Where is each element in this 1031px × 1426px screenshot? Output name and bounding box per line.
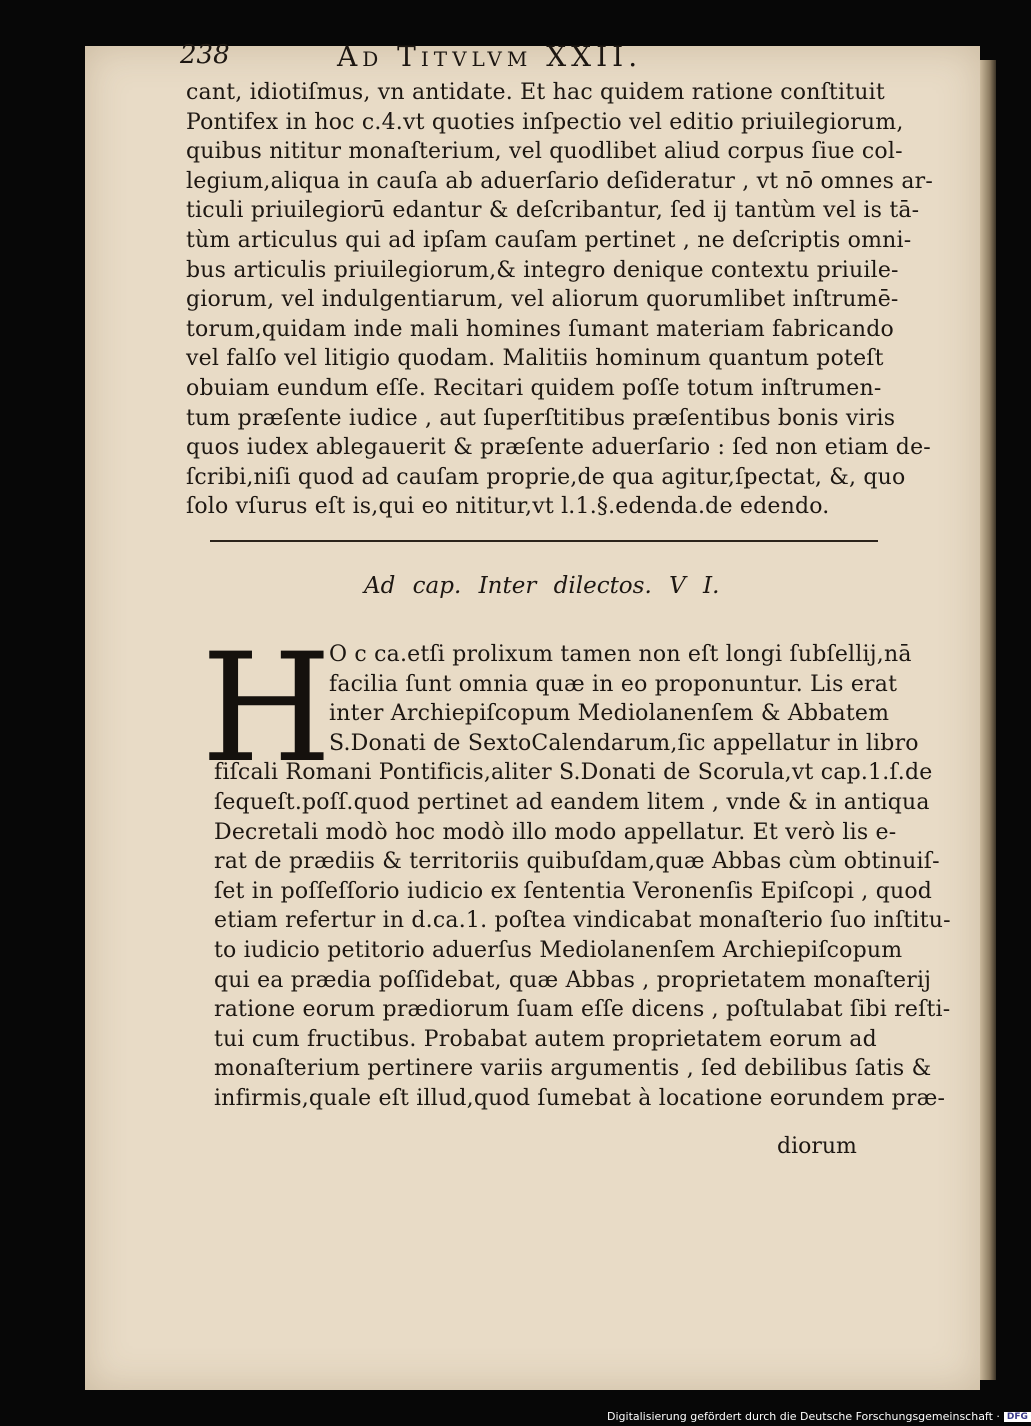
section-heading: Ad cap. Inter dilectos. V I. [364, 573, 720, 599]
text-line: ticuli priuilegiorū edantur & deſcribantur, ſed ij tantùm vel is tā- [186, 198, 920, 224]
text-line: giorum, vel indulgentiarum, vel aliorum quorumlibet inſtrumē- [186, 287, 899, 313]
text-line: legium,aliqua in cauſa ab aduerſario deſideratur , vt nō omnes ar- [186, 168, 933, 194]
text-line: bus articulis priuilegiorum,& integro denique contextu priuile- [186, 257, 899, 283]
text-line: infirmis,quale eſt illud,quod ſumebat à locatione eorundem præ- [214, 1085, 946, 1111]
text-line: facilia ſunt omnia quæ in eo proponuntur. Lis erat [329, 671, 898, 697]
running-title: Ad Titvlvm XXII. [337, 40, 643, 73]
text-line: ſet in poſſeſſorio iudicio ex ſententia Veronenſis Epiſcopi , quod [214, 878, 933, 904]
text-line: tui cum fructibus. Probabat autem proprietatem eorum ad [214, 1026, 877, 1052]
paragraph-main [214, 640, 951, 1114]
text-line: obuiam eundum eſſe. Recitari quidem poſſe totum inſtrumen- [186, 375, 882, 401]
text-line: tum præſente iudice , aut ſuperſtitibus præſentibus bonis viris [186, 405, 896, 431]
text-line: Decretali modò hoc modò illo modo appellatur. Et verò lis e- [214, 819, 897, 845]
text-line: ſolo vſurus eſt is,qui eo nititur,vt l.1.§.edenda.de edendo. [186, 494, 830, 520]
drop-cap: H [201, 622, 332, 796]
text-line: ſequeſt.poſſ.quod pertinet ad eandem litem , vnde & in antiqua [214, 789, 930, 815]
text-line: qui ea prædia poſſidebat, quæ Abbas , proprietatem monaſterij [214, 967, 932, 993]
digitization-footer [607, 1410, 1031, 1423]
text-line: quos iudex ablegauerit & præſente aduerſario : ſed non etiam de- [186, 435, 931, 461]
paragraph-top [186, 78, 933, 522]
page-number: 238 [180, 40, 230, 70]
catchword: diorum [777, 1134, 857, 1159]
text-line: fiſcali Romani Pontificis,aliter S.Donati de Scorula,vt cap.1.ſ.de [214, 760, 933, 786]
text-line: ratione eorum prædiorum ſuam eſſe dicens , poſtulabat ſibi reſti- [214, 997, 951, 1023]
text-line: vel falſo vel litigio quodam. Malitiis hominum quantum poteſt [186, 346, 884, 372]
page-header [180, 40, 840, 80]
text-line: cant, idiotiſmus, vn antidate. Et hac quidem ratione conſtituit [186, 80, 885, 105]
text-line: to iudicio petitorio aduerſus Mediolanenſem Archiepiſcopum [214, 937, 903, 963]
text-line: tùm articulus qui ad ipſam cauſam pertinet , ne deſcriptis omni- [186, 227, 912, 253]
text-line: O c ca.etſi prolixum tamen non eſt longi ſubſellij,nā [329, 642, 912, 667]
section-rule [210, 540, 878, 542]
dfg-logo-icon: DFG [1004, 1412, 1031, 1422]
text-line: Pontifex in hoc c.4.vt quoties inſpectio vel editio priuilegiorum, [186, 109, 904, 135]
page-edge [980, 60, 996, 1380]
text-line: rat de prædiis & territoriis quibuſdam,quæ Abbas cùm obtinuiſ- [214, 849, 940, 875]
text-line: etiam refertur in d.ca.1. poſtea vindicabat monaſterio ſuo inſtitu- [214, 908, 951, 934]
text-line: ſcribi,niſi quod ad cauſam proprie,de qua agitur,ſpectat, &, quo [186, 464, 906, 490]
text-line: inter Archiepiſcopum Mediolanenſem & Abbatem [329, 701, 890, 727]
text-line: monaſterium pertinere variis argumentis , ſed debilibus ſatis & [214, 1056, 932, 1082]
footer-text: Digitalisierung gefördert durch die Deutsche Forschungsgemeinschaft · [607, 1410, 1000, 1423]
text-line: S.Donati de SextoCalendarum,ſic appellatur in libro [329, 730, 919, 756]
text-line: quibus nititur monaſterium, vel quodlibet aliud corpus ſiue col- [186, 139, 903, 165]
text-line: torum,quidam inde mali homines ſumant materiam fabricando [186, 316, 894, 342]
